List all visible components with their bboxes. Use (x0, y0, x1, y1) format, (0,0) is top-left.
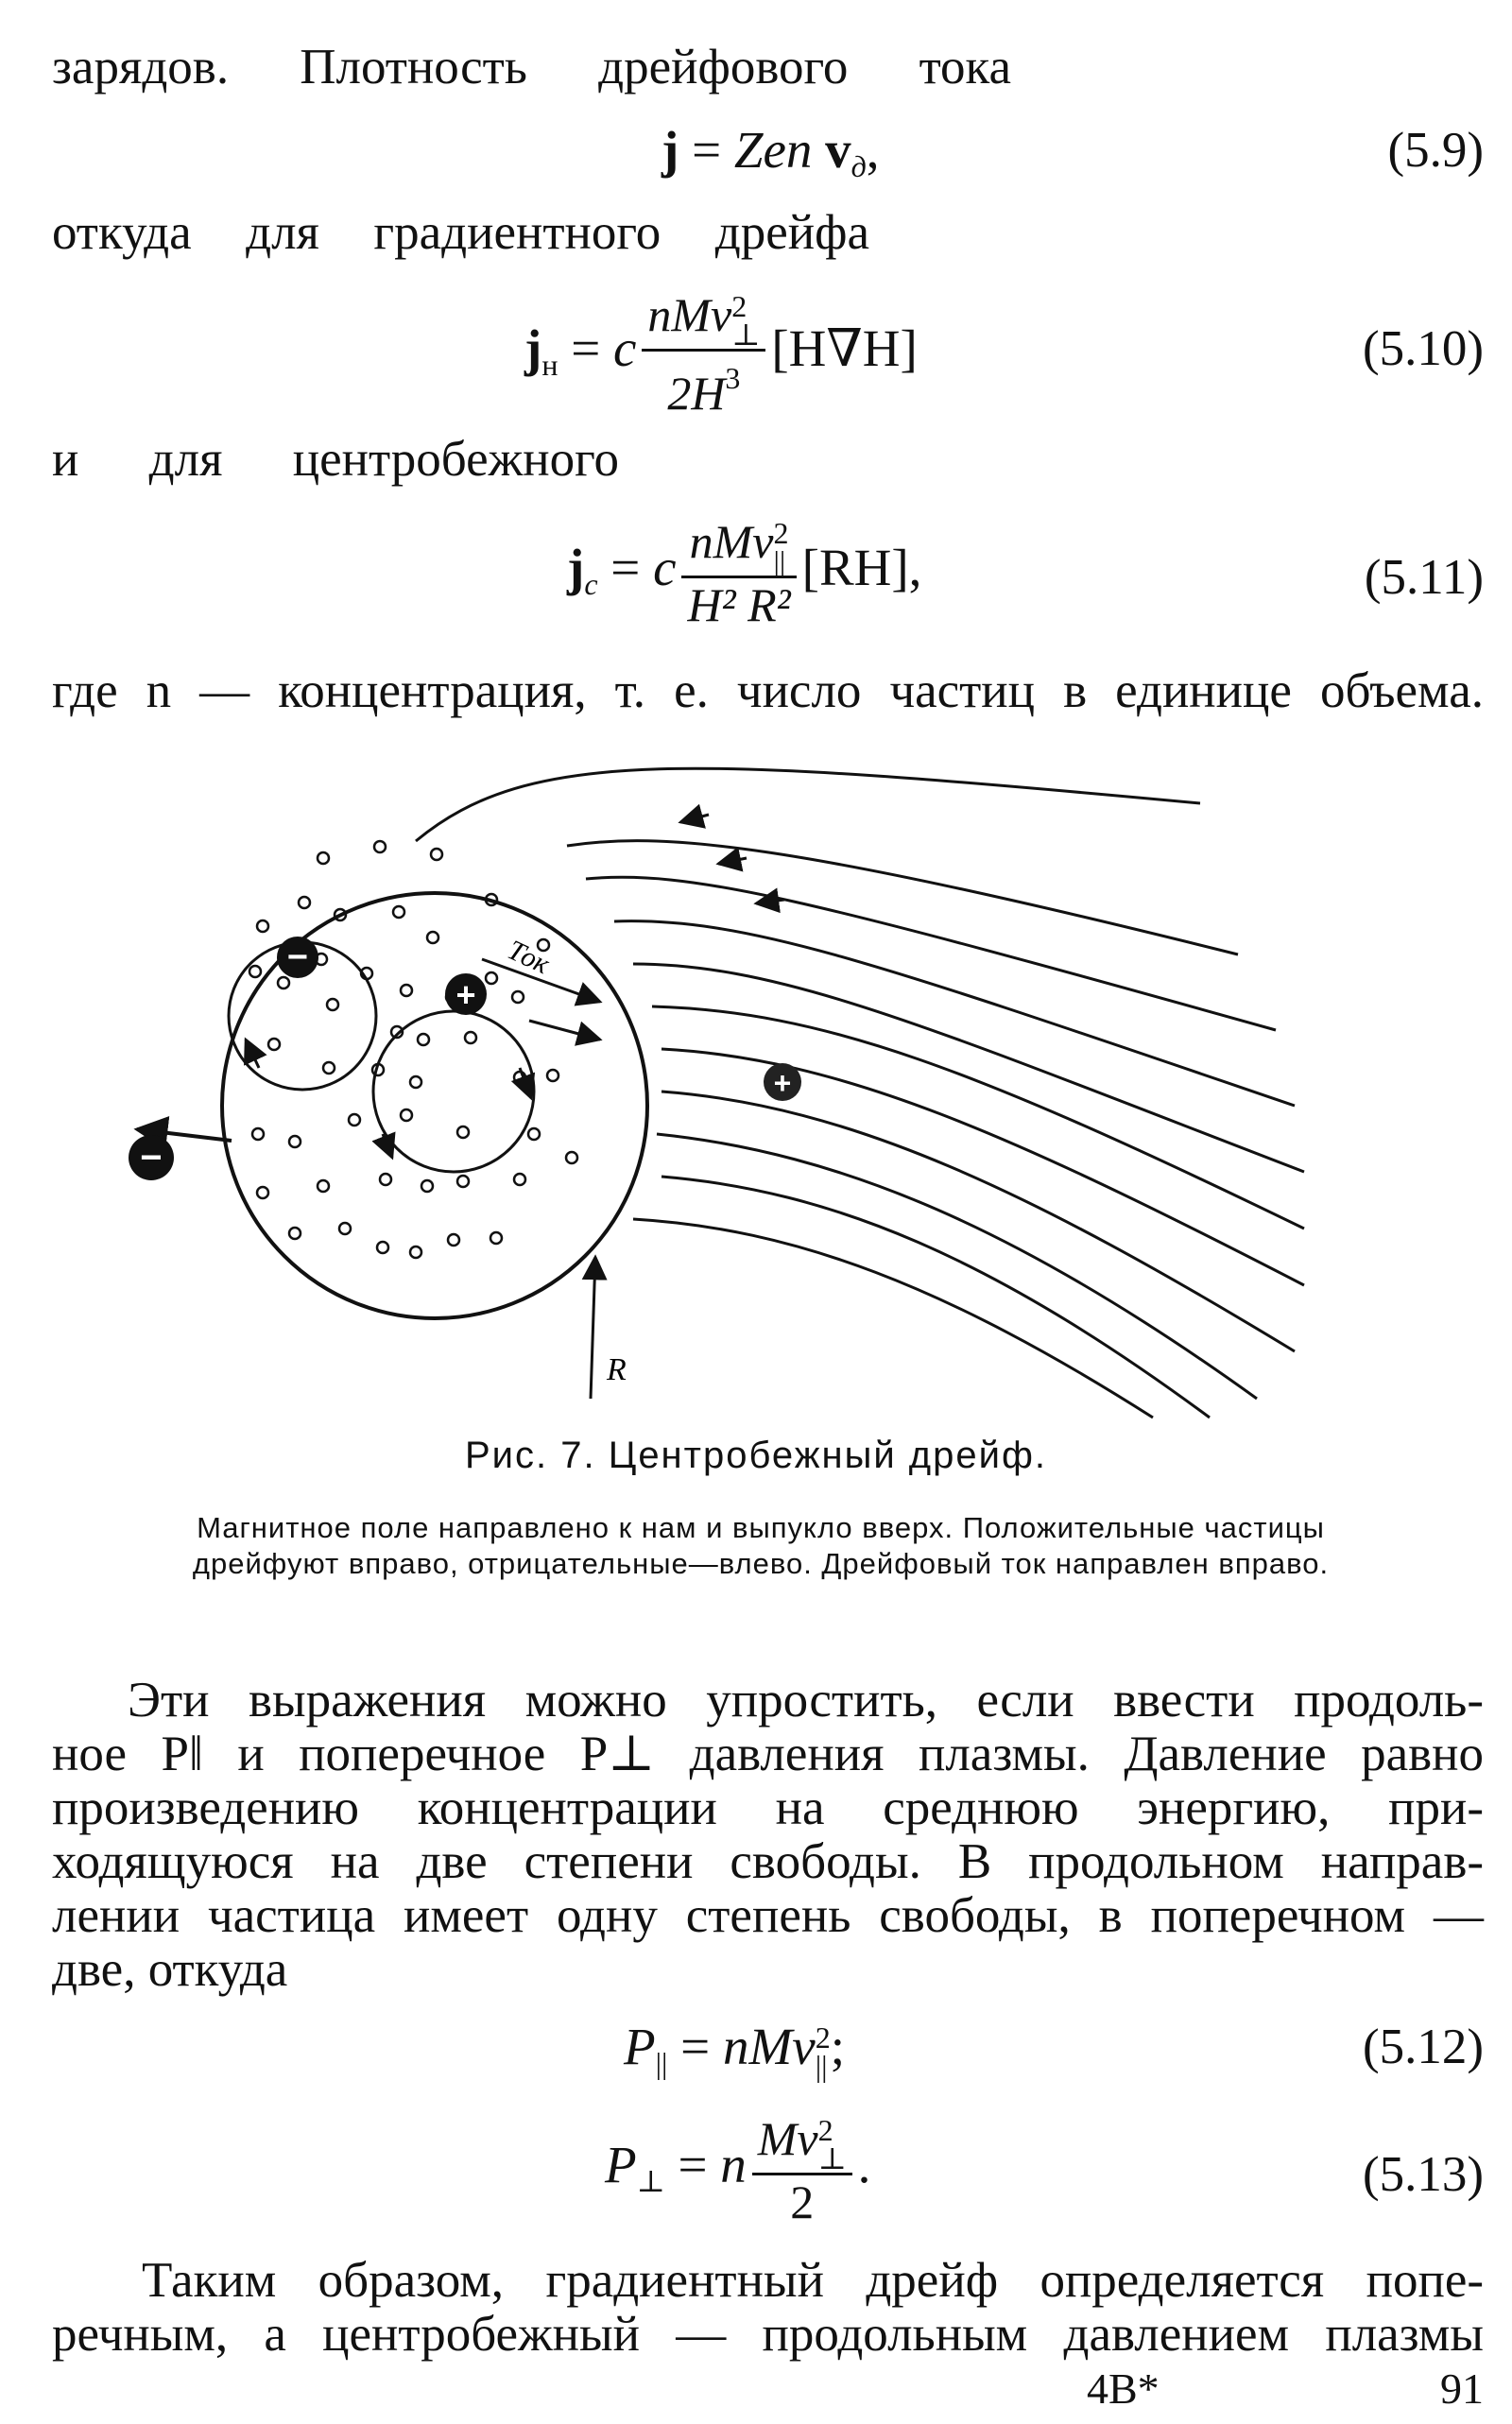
dot (431, 849, 442, 860)
radius-label: R (607, 1352, 627, 1387)
equation-number-5-12: (5.12) (1362, 2020, 1484, 2074)
equation-5-10: $j_н = c$ nMv 2 ⊥ $2H^3$ [H∇H] (524, 288, 918, 420)
text-line-4: где n — концентрация, т. е. число частиц в единице объема. (52, 663, 1484, 718)
equation-5-9: j = Zen $v_д$, (662, 121, 880, 183)
centrifugal-drift-figure (140, 756, 1304, 1418)
dot (318, 852, 329, 864)
paragraph-2-line-1: Эти выражения можно упростить, если ввести продоль- (128, 1673, 1484, 1728)
arrow (718, 858, 747, 864)
paragraph-2-line-2: ное P‖ и поперечное P⊥ давления плазмы. Давление равно (52, 1727, 1484, 1781)
field-line (567, 841, 1238, 954)
dot (374, 841, 386, 852)
equation-5-12: $P_{||}$ = nMv 2 || ; (624, 2018, 845, 2084)
field-line (652, 1006, 1304, 1229)
printer-signature: 4B* (1087, 2364, 1160, 2413)
paragraph-3-line-2: речным, а центробежный — продольным давлением плазмы (52, 2307, 1484, 2362)
paragraph-2-line-5: лении частица имеет одну степень свободы, в поперечном — (52, 1888, 1484, 1943)
field-line (614, 921, 1295, 1106)
dot (249, 966, 261, 977)
figure-caption-title: Рис. 7. Центробежный дрейф. (465, 1435, 1047, 1476)
dot (299, 897, 310, 908)
minus-sign: − (286, 937, 309, 977)
paragraph-3-line-1: Таким образом, градиентный дрейф определяется попе- (142, 2253, 1484, 2308)
field-line (416, 768, 1200, 841)
text-line-1: зарядов. Плотность дрейфового тока (52, 40, 1011, 95)
equation-number-5-13: (5.13) (1362, 2147, 1484, 2202)
equation-5-11: $j_c = c$ nMv 2 || H² R² [RH], (567, 515, 922, 631)
minus-sign: − (140, 1137, 163, 1178)
page-number: 91 (1440, 2364, 1484, 2413)
arrow (756, 900, 784, 903)
figure-caption-body: Магнитное поле направлено к нам и выпукло вверх. Положительные частицы дрейфуют вправо, отрицательные—влево. Дрейфовый ток направлен вправо. (192, 1511, 1330, 1580)
radius-of-curvature-arrow (591, 1257, 627, 1399)
paragraph-2-line-6: две, откуда (52, 1942, 288, 1997)
field-line (633, 1219, 1153, 1418)
plus-sign: + (773, 1066, 792, 1100)
escaping-negative-particle (129, 1129, 232, 1180)
text-line-3: и для центробежного (52, 432, 619, 487)
equation-5-13: $P_\perp = n$ Mv 2 ⊥ 2 . (605, 2112, 871, 2228)
plus-sign: + (455, 975, 476, 1014)
dot (257, 920, 268, 932)
equation-number-5-10: (5.10) (1362, 321, 1484, 376)
paragraph-2-line-4: ходящуюся на две степени свободы. В продольном направ- (52, 1834, 1484, 1889)
equation-number-5-9: (5.9) (1387, 123, 1484, 178)
arrow (680, 815, 709, 822)
text-line-2: откуда для градиентного дрейфа (52, 205, 869, 260)
field-line (657, 1134, 1257, 1399)
paragraph-2-line-3: произведению концентрации на среднюю энергию, при- (52, 1780, 1484, 1835)
equation-number-5-11: (5.11) (1364, 550, 1484, 605)
current-label: Ток (503, 934, 555, 981)
